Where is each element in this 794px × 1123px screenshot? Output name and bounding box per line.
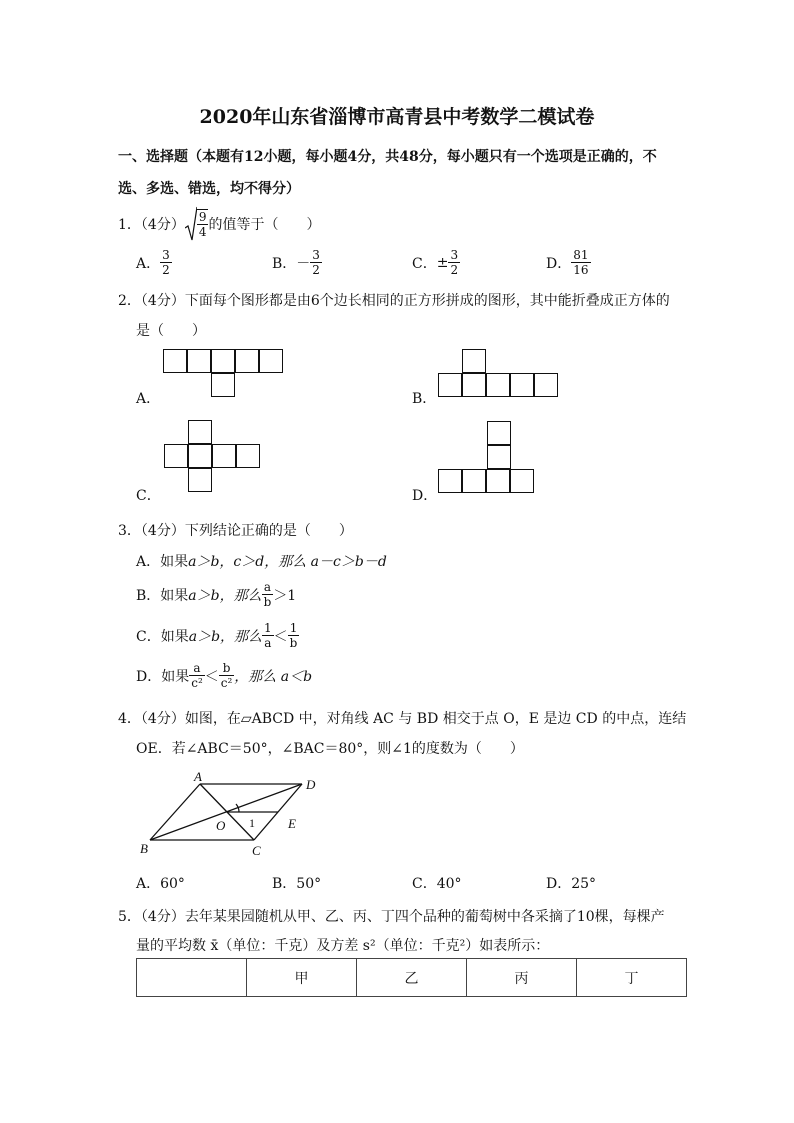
variety-table [136, 958, 687, 997]
question-5-line1: 5．（4分）去年某果园随机从甲、乙、丙、丁四个品种的葡萄树中各采摘了10棵，每棵产 [118, 909, 665, 925]
sqrt-numerator: 9 [198, 210, 207, 224]
net-square [211, 373, 235, 397]
net-square [462, 349, 486, 373]
net-square [510, 373, 534, 397]
q3-option-d[interactable] [136, 661, 312, 690]
option-fraction [262, 580, 274, 609]
label-angle-1: 1 [249, 816, 255, 830]
numerator: 3 [312, 248, 320, 262]
sqrt-sign-icon [185, 206, 197, 242]
q2-option-a[interactable]: A． [136, 391, 161, 407]
net-square [188, 468, 212, 492]
question-2-line1: 2．（4分）下面每个图形都是由6个边长相同的正方形拼成的图形，其中能折叠成正方体的 [118, 293, 670, 309]
option-sign: － [296, 255, 311, 272]
question-3-stem: 3．（4分）下列结论正确的是（ ） [118, 523, 353, 539]
net-square [235, 349, 259, 373]
option-label: A．如果 [136, 554, 189, 570]
net-square [487, 421, 511, 445]
option-text: a＞b，c＞d，那么 a－c＞b－d [188, 554, 387, 570]
question-1-stem [118, 206, 320, 242]
table-header-cell: 乙 [357, 959, 467, 997]
q2-option-b[interactable]: B． [412, 391, 437, 407]
denominator: b [263, 595, 272, 609]
numerator: 1 [264, 621, 272, 635]
option-fraction [288, 621, 300, 650]
denominator: c² [191, 676, 203, 690]
option-fraction [160, 248, 172, 277]
q4-option-a[interactable]: A．60° [136, 876, 185, 892]
q1-prefix: 1．（4分） [118, 217, 185, 233]
numerator: 81 [573, 248, 589, 262]
net-square [188, 420, 212, 444]
question-2-line2: 是（ ） [136, 323, 206, 339]
option-condition: a＞b，那么 [188, 587, 262, 604]
net-square [486, 469, 510, 493]
numerator: 3 [450, 248, 459, 262]
denominator: 2 [312, 263, 320, 277]
page-title: 2020年山东省淄博市高青县中考数学二模试卷 [199, 106, 595, 128]
net-square [438, 469, 462, 493]
section-heading-line1: 一、选择题（本题有12小题，每小题4分，共48分，每小题只有一个选项是正确的，不 [118, 149, 657, 165]
question-5-line2: 量的平均数 x̄（单位：千克）及方差 s²（单位：千克²）如表所示： [136, 938, 550, 954]
net-square [212, 444, 236, 468]
label-d: D [306, 777, 316, 792]
q1-option-a[interactable] [136, 248, 172, 277]
net-square [164, 444, 188, 468]
table-header-cell: 丙 [467, 959, 577, 997]
net-square [211, 349, 235, 373]
net-square [486, 373, 510, 397]
net-square [163, 349, 187, 373]
option-fraction [310, 248, 322, 277]
parallelogram-figure [136, 770, 326, 862]
denominator: c² [220, 676, 233, 690]
section-heading-line2: 选、多选、错选，均不得分） [118, 181, 300, 197]
q4-option-c[interactable]: C．40° [412, 876, 462, 892]
net-square [462, 469, 486, 493]
net-square [236, 444, 260, 468]
denominator: a [264, 636, 272, 650]
net-square [462, 373, 486, 397]
option-fraction [448, 248, 460, 277]
label-a: A [194, 770, 202, 784]
net-square [510, 469, 534, 493]
denominator: b [289, 636, 298, 650]
net-square [438, 373, 462, 397]
q4-option-b[interactable]: B．50° [272, 876, 322, 892]
sqrt-expression [185, 206, 209, 242]
table-header-row [137, 959, 687, 997]
option-label: C． [412, 255, 437, 272]
sqrt-denominator: 4 [198, 225, 207, 239]
table-header-cell: 甲 [247, 959, 357, 997]
net-square [187, 349, 211, 373]
option-label: D．如果 [136, 668, 190, 685]
net-square [259, 349, 283, 373]
option-fraction [189, 661, 205, 690]
option-fraction [219, 661, 235, 690]
q3-option-c[interactable] [136, 621, 299, 650]
label-o: O [216, 818, 226, 833]
q3-option-a[interactable] [136, 551, 387, 571]
relation-sign: ＜ [204, 668, 219, 685]
q3-option-b[interactable] [136, 580, 296, 609]
option-label: D． [546, 255, 572, 272]
option-label: B．如果 [136, 587, 189, 604]
q1-option-d[interactable] [546, 248, 591, 277]
option-label: B． [272, 255, 297, 272]
net-square [188, 444, 212, 468]
question-4-line2: OE．若∠ABC＝50°，∠BAC＝80°，则∠1的度数为（ ） [136, 741, 524, 757]
option-tail: ＞1 [273, 587, 297, 604]
table-header-cell [137, 959, 247, 997]
label-e: E [288, 816, 296, 831]
denominator: 16 [573, 263, 589, 277]
option-label: A． [136, 255, 161, 272]
q4-option-d[interactable]: D．25° [546, 876, 597, 892]
q2-option-c[interactable]: C． [136, 488, 161, 504]
denominator: 2 [450, 263, 459, 277]
net-square [534, 373, 558, 397]
numerator: 1 [288, 621, 300, 636]
denominator: 2 [162, 263, 170, 277]
numerator: b [219, 661, 235, 676]
sqrt-fraction [197, 209, 209, 239]
q1-suffix: 的值等于（ ） [208, 217, 321, 233]
net-square [487, 445, 511, 469]
label-b: B [140, 841, 148, 856]
q1-option-c[interactable] [412, 248, 460, 277]
diagonal-bd [150, 784, 302, 840]
option-fraction [571, 248, 590, 277]
relation-sign: ＜ [273, 628, 288, 645]
numerator: a [262, 580, 274, 595]
question-4-line1: 4．（4分）如图，在▱ABCD 中，对角线 AC 与 BD 相交于点 O，E 是边 CD 的中点，连结 [118, 711, 687, 727]
option-fraction [262, 621, 274, 650]
label-c: C [252, 843, 261, 858]
option-label: C．如果 [136, 628, 189, 645]
numerator: 3 [162, 248, 170, 262]
option-sign: ± [436, 254, 449, 271]
option-tail: ，那么 a＜b [234, 668, 313, 685]
option-condition: a＞b，那么 [188, 628, 263, 645]
table-header-cell: 丁 [577, 959, 687, 997]
q1-option-b[interactable] [272, 248, 322, 277]
numerator: a [189, 661, 205, 676]
q2-option-d[interactable]: D． [412, 488, 438, 504]
edge-ba [150, 784, 200, 840]
